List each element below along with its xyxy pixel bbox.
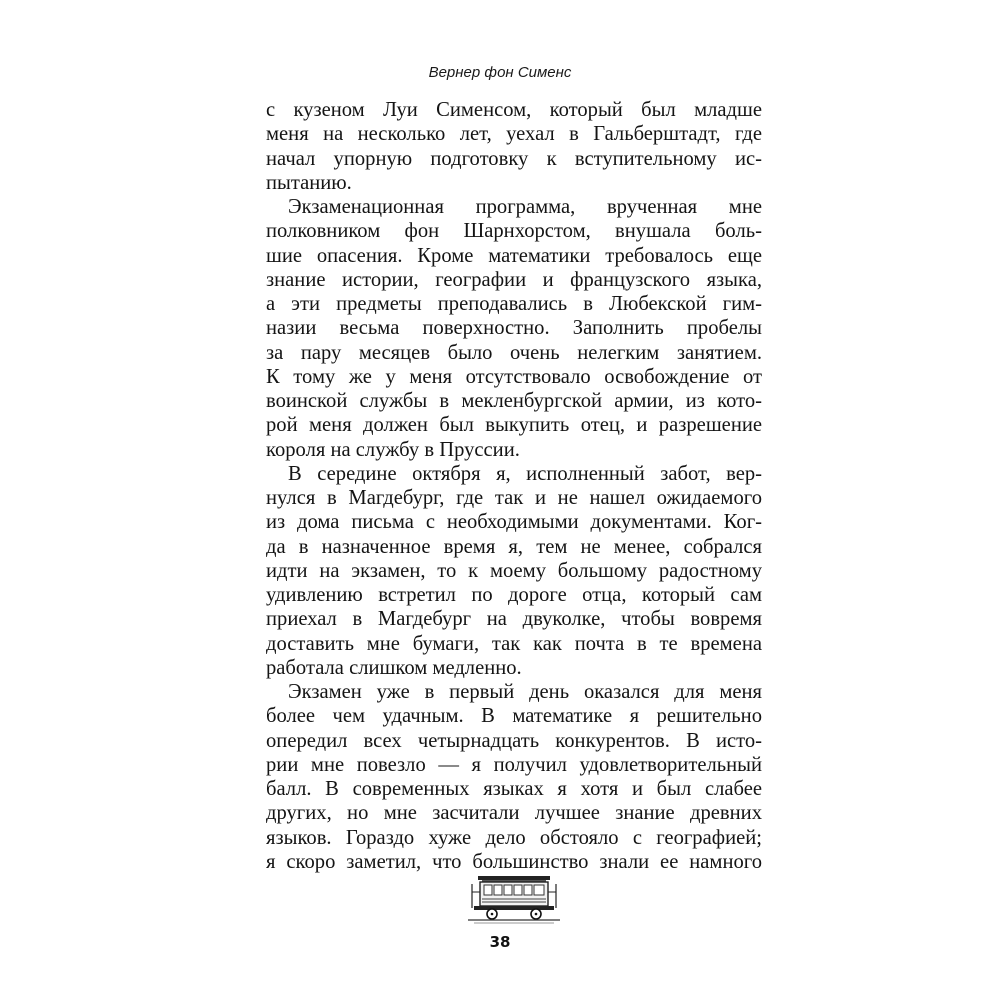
text-line: воинской службы в мекленбургской армии, из кото-	[266, 390, 762, 412]
text-line: начал упорную подготовку к вступительному ис-	[266, 147, 762, 170]
text-line: работала слишком медленно.	[266, 656, 522, 679]
page-number: 38	[489, 933, 511, 951]
text-line: идти на экзамен, то к моему большому радостному	[266, 559, 762, 582]
text-line: опередил всех четырнадцать конкурентов. В исто-	[266, 729, 762, 752]
text-line: рой меня должен был выкупить отец, и разрешение	[266, 414, 762, 437]
text-line: меня на несколько лет, уехал в Гальберштадт, где	[266, 123, 762, 146]
text-line: балл. В современных языках я хотя и был слабее	[266, 778, 762, 800]
text-line: языков. Гораздо хуже дело обстояло с географией;	[266, 826, 762, 849]
running-header: Вернер фон Сименс	[428, 64, 572, 81]
text-line: я скоро заметил, что большинство знали ее намного	[266, 850, 762, 873]
text-line: да в назначенное время я, тем не менее, собрался	[266, 535, 762, 558]
text-line: полковником фон Шарнхорстом, внушала боль-	[266, 220, 762, 243]
text-line: с кузеном Луи Сименсом, который был младше	[266, 99, 762, 121]
text-line: других, но мне засчитали лучшее знание древних	[266, 802, 762, 825]
text-line: а эти предметы преподавались в Любекской гим-	[266, 293, 762, 315]
text-line: доставить мне бумаги, так как почта в те времена	[266, 632, 762, 655]
text-line: Экзамен уже в первый день оказался для меня	[288, 681, 762, 703]
text-line: рии мне повезло — я получил удовлетворительный	[266, 753, 762, 776]
text-line: шие опасения. Кроме математики требовалось еще	[266, 244, 762, 267]
text-line: нулся в Магдебург, где так и не нашел ожидаемого	[266, 487, 762, 509]
text-line: пытанию.	[266, 171, 352, 194]
text-line: короля на службу в Пруссии.	[266, 438, 520, 461]
body-text	[266, 98, 762, 874]
text-line: назии весьма поверхностно. Заполнить пробелы	[266, 317, 762, 340]
text-line: удивлению встретил по дороге отца, который сам	[266, 584, 762, 606]
text-line: К тому же у меня отсутствовало освобождение от	[266, 365, 762, 388]
text-line: более чем удачным. В математике я решительно	[266, 705, 762, 728]
tram-icon	[468, 872, 560, 924]
text-line: за пару месяцев было очень нелегким занятием.	[266, 341, 762, 364]
text-line: Экзаменационная программа, врученная мне	[288, 196, 762, 218]
text-line: из дома письма с необходимыми документами. Ког-	[266, 511, 762, 534]
text-line: знание истории, географии и французского языка,	[266, 268, 762, 291]
text-line: В середине октября я, исполненный забот, вер-	[288, 462, 762, 485]
text-line: приехал в Магдебург на двуколке, чтобы вовремя	[266, 608, 762, 631]
